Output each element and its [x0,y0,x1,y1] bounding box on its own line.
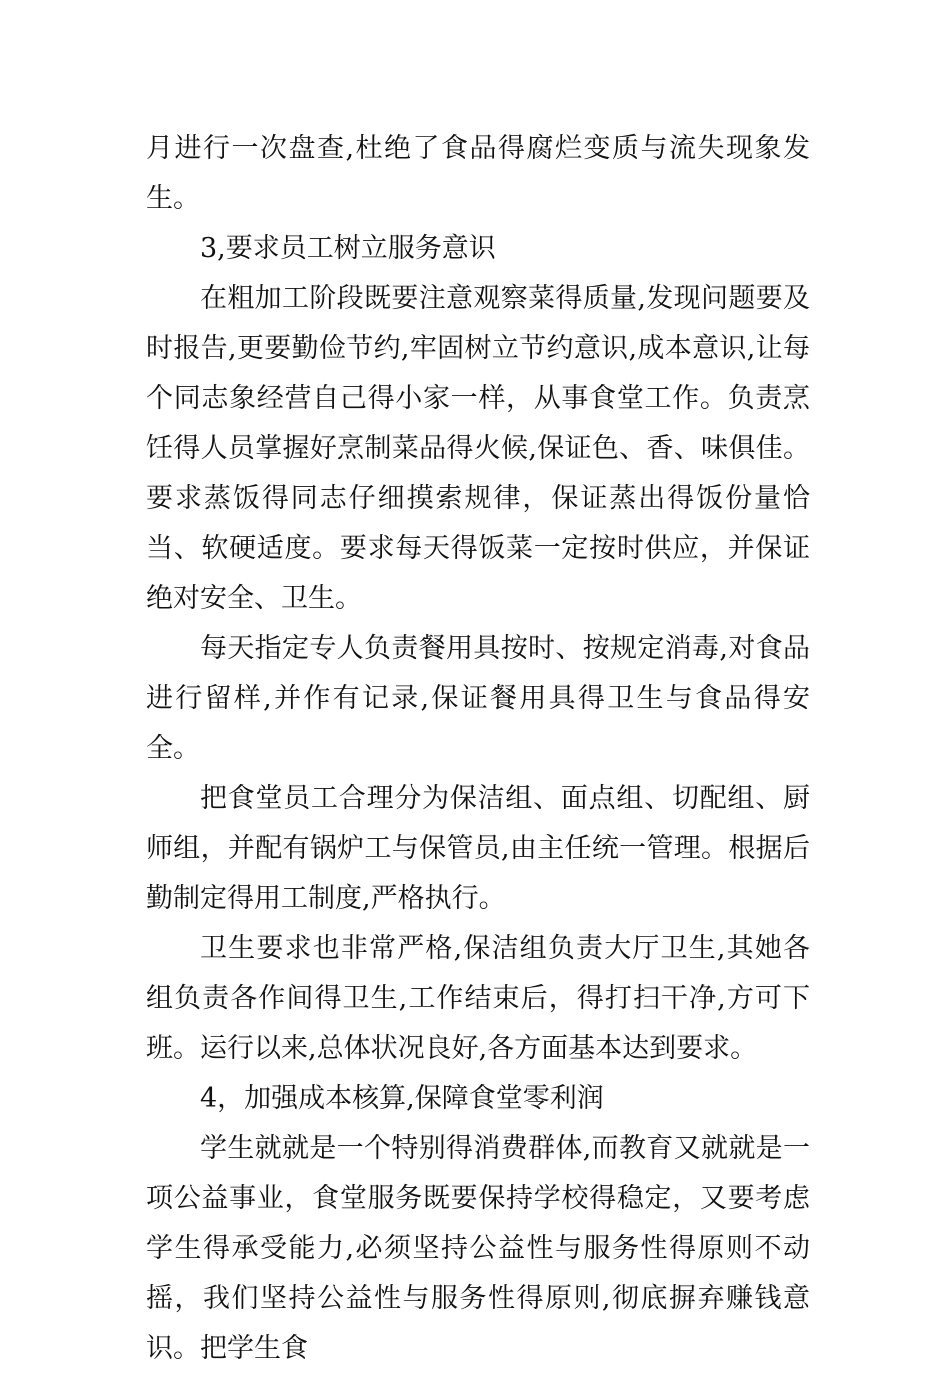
paragraph-continuation: 月进行一次盘查,杜绝了食品得腐烂变质与流失现象发生。 [146,133,810,214]
section-heading-3: 3,要求员工树立服务意识 [200,233,496,264]
document-body [146,124,810,1374]
paragraph-disinfection: 每天指定专人负责餐用具按时、按规定消毒,对食品进行留样,并作有记录,保证餐用具得卫生与食品得安全。 [146,633,810,764]
section-heading-4: 4，加强成本核算,保障食堂零利润 [200,1083,604,1114]
paragraph-cost-accounting: 学生就就是一个特别得消费群体,而教育又就就是一项公益事业，食堂服务既要保持学校得稳定，又要考虑学生得承受能力,必须坚持公益性与服务性得原则不动摇，我们坚持公益性与服务性得原则,彻底摒弃赚钱意识。把学生食 [146,1133,810,1364]
paragraph-hygiene: 卫生要求也非常严格,保洁组负责大厅卫生,其她各组负责各作间得卫生,工作结束后，得打扫干净,方可下班。运行以来,总体状况良好,各方面基本达到要求。 [146,933,810,1064]
paragraph-staff-groups: 把食堂员工合理分为保洁组、面点组、切配组、厨师组，并配有锅炉工与保管员,由主任统一管理。根据后勤制定得用工制度,严格执行。 [146,783,810,914]
paragraph-processing: 在粗加工阶段既要注意观察菜得质量,发现问题要及时报告,更要勤俭节约,牢固树立节约意识,成本意识,让每个同志象经营自己得小家一样，从事食堂工作。负责烹饪得人员掌握好烹制菜品得火候,保证色、香、味俱佳。要求蒸饭得同志仔细摸索规律，保证蒸出得饭份量恰当、软硬适度。要求每天得饭菜一定按时供应，并保证绝对安全、卫生。 [146,283,810,614]
